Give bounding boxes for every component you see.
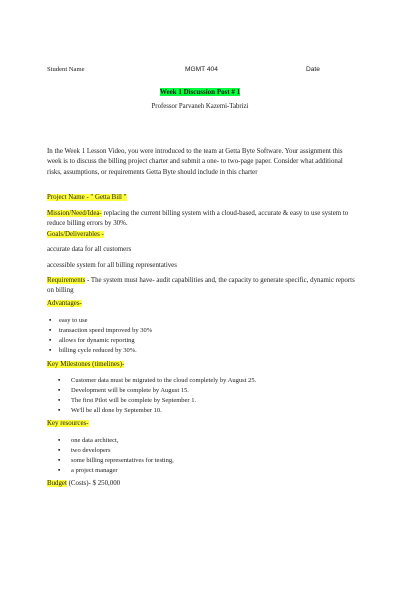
title-text: Week 1 Discussion Post # 1 <box>159 88 241 96</box>
bullet-icon: ▪ <box>58 457 61 464</box>
bullet-icon: ▪ <box>58 407 61 414</box>
resource-item: ▪ a project manager <box>58 467 118 474</box>
bullet-icon: ▪ <box>58 467 61 474</box>
bullet-icon: ▪ <box>49 347 52 354</box>
milestone-item: ▪ We'll be all done by September 10. <box>58 407 162 414</box>
advantage-item: ▪ billing cycle reduced by 30%. <box>49 347 137 354</box>
resources-label: Key resources- <box>47 420 89 427</box>
student-name: Student Name <box>47 66 85 73</box>
budget-line <box>47 479 355 489</box>
bullet-icon: ▪ <box>49 327 52 334</box>
advantages-heading <box>47 299 355 309</box>
date-label: Date <box>306 66 320 73</box>
budget-text: (Costs)- $ 250,000 <box>66 480 121 487</box>
bullet-icon: ▪ <box>58 447 61 454</box>
bullet-icon: ▪ <box>49 337 52 344</box>
bullet-icon: ▪ <box>49 317 52 324</box>
resource-item: ▪ some billing representatives for testing, <box>58 457 174 464</box>
goal-item: accessible system for all billing representatives <box>47 262 177 269</box>
resources-heading <box>47 419 355 429</box>
requirements-text: - The system must have- audit capabilities and, the capacity to generate specific, dynamic reports on billing <box>47 277 355 295</box>
advantage-item: ▪ easy to use <box>49 317 88 324</box>
milestones-heading <box>47 360 355 370</box>
goals-heading <box>47 230 355 240</box>
bullet-icon: ▪ <box>58 397 61 404</box>
project-name: Project Name - " Getta Bill " <box>47 194 127 201</box>
document-title <box>0 88 400 96</box>
milestone-item: ▪ Customer data must be migrated to the cloud completely by August 25. <box>58 377 257 384</box>
requirements-label: Requirements <box>47 277 86 284</box>
goals-label: Goals/Deliverables - <box>47 231 104 238</box>
requirements-paragraph <box>47 276 355 297</box>
budget-label: Budget <box>47 480 67 487</box>
bullet-icon: ▪ <box>58 377 61 384</box>
bullet-icon: ▪ <box>58 437 61 444</box>
advantage-item: ▪ allows for dynamic reporting <box>49 337 135 344</box>
bullet-icon: ▪ <box>58 387 61 394</box>
advantage-item: ▪ transaction speed improved by 30% <box>49 327 153 334</box>
milestones-label: Key Milestones (timelines)- <box>47 361 125 368</box>
resource-item: ▪ two developers <box>58 447 111 454</box>
mission-text: replacing the current billing system with a cloud-based, accurate & easy to use system to reduce billing errors by 30%. <box>47 210 349 228</box>
milestone-item: ▪ The first Pilot will be complete by September 1. <box>58 397 197 404</box>
project-name-line <box>47 193 355 203</box>
mission-label: Mission/Need/Idea- <box>47 210 102 217</box>
advantages-label: Advantages- <box>47 300 82 307</box>
goal-item: accurate data for all customers <box>47 246 132 253</box>
intro-paragraph: In the Week 1 Lesson Video, you were introduced to the team at Getta Byte Software. Your assignment this week is to discuss the billing project charter and submit a one- to two-page paper. Consider what additional risks, assumptions, or requirements Getta Byte should include in this charter <box>47 148 343 176</box>
mission-paragraph <box>47 209 355 230</box>
milestone-item: ▪ Development will be complete by August 15. <box>58 387 189 394</box>
professor-name: Professor Parvaneh Kazemi-Tabrizi <box>151 103 249 110</box>
resource-item: ▪ one data architect, <box>58 437 119 444</box>
course-code: MGMT 404 <box>185 66 218 73</box>
